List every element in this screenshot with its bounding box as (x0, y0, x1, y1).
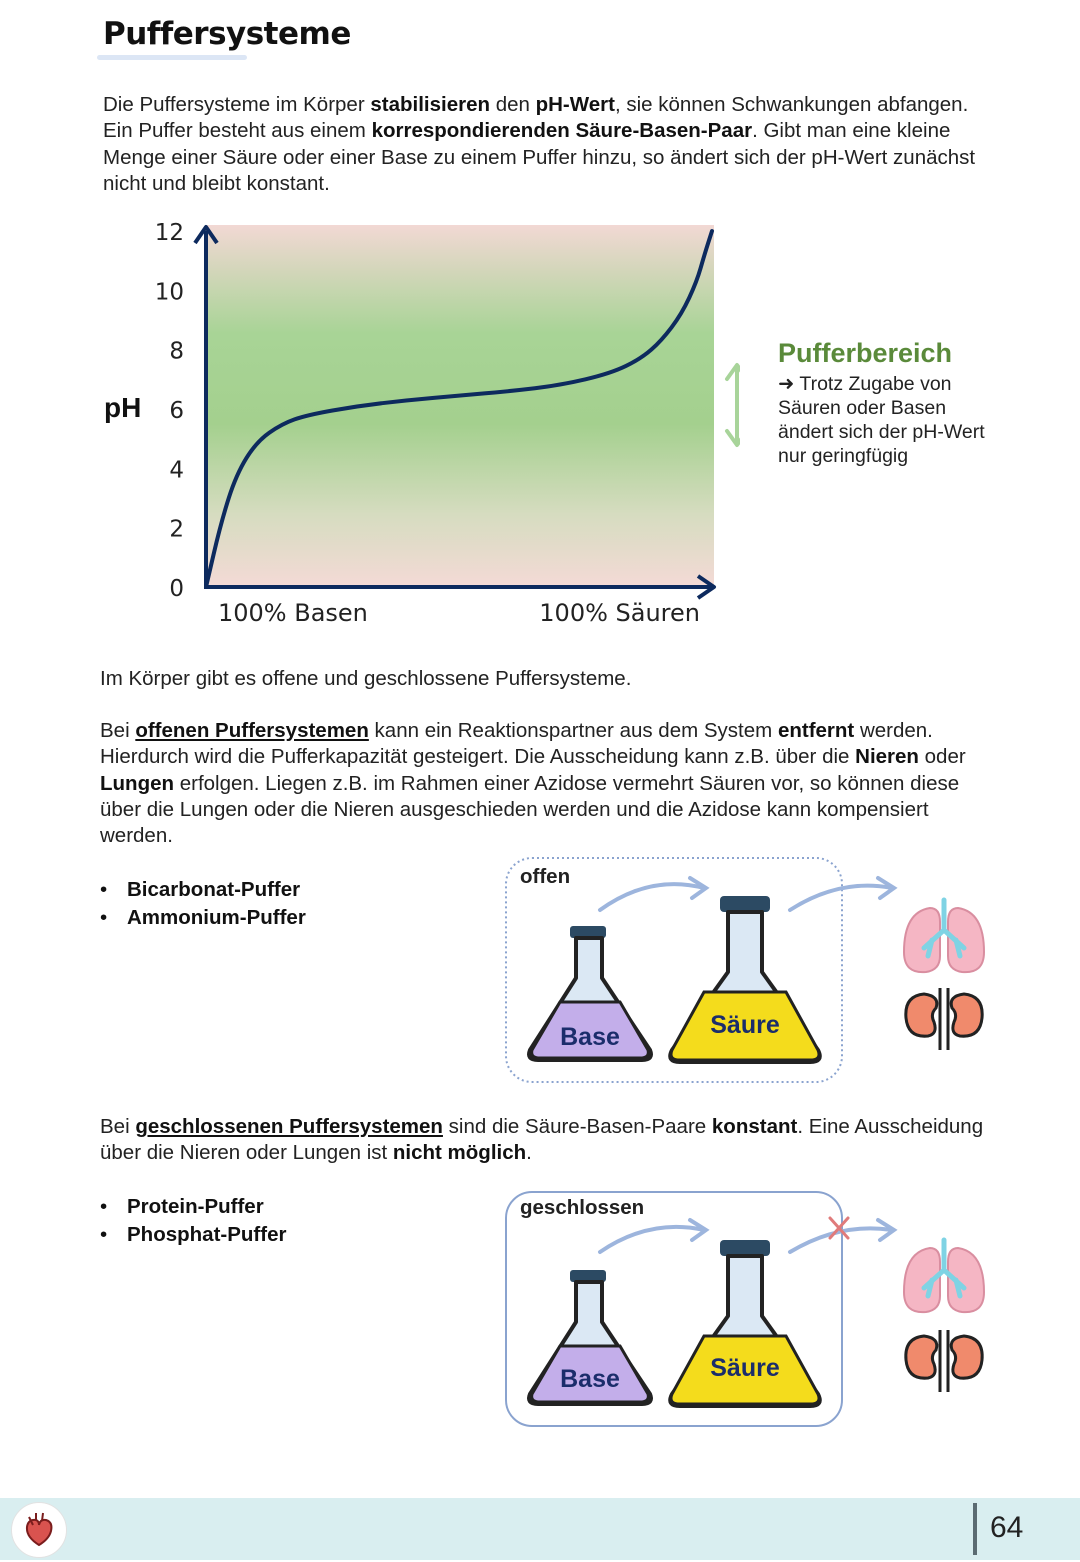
closed-buffer-list (100, 1193, 286, 1248)
kidneys-icon (906, 988, 982, 1050)
x-left-label: 100% Basen (218, 599, 368, 627)
list-item: • Bicarbonat-Puffer (100, 876, 306, 904)
acid-flask (670, 896, 820, 1062)
blocked-x-icon (830, 1218, 848, 1238)
open-buffer-list (100, 876, 306, 931)
closed-buffer-paragraph: Bei geschlossenen Puffersystemen sind die Säure-Basen-Paare konstant. Eine Ausscheidung über die Nieren oder Lungen ist nicht möglich. (100, 1115, 984, 1165)
base-flask (529, 1270, 651, 1404)
y-tick-label: 8 (169, 338, 184, 365)
acid-label: Säure (710, 1011, 780, 1039)
y-tick-label: 6 (169, 398, 184, 424)
heart-icon (12, 1503, 66, 1557)
y-tick-label: 10 (154, 279, 184, 306)
buffer-range-text: ➜ Trotz Zugabe von Säuren oder Basen ändert sich der pH-Wert nur geringfügig (778, 373, 985, 467)
list-item: • Protein-Puffer (100, 1193, 286, 1221)
base-label: Base (560, 1023, 620, 1051)
acid-flask (670, 1240, 820, 1406)
flow-arrow-1 (600, 1220, 706, 1252)
list-item: • Ammonium-Puffer (100, 904, 306, 932)
y-tick-label: 4 (169, 457, 184, 484)
page-footer (0, 1498, 1080, 1560)
paragraph-buffer-types: Im Körper gibt es offene und geschlossene Puffersysteme. (100, 667, 632, 690)
base-flask (529, 926, 651, 1060)
flow-arrow-1 (600, 878, 706, 910)
y-tick-label: 12 (154, 220, 184, 246)
x-right-label: 100% Säuren (539, 599, 700, 627)
page-title: Puffersysteme (103, 16, 351, 52)
buffer-range-title: Pufferbereich (778, 338, 953, 368)
closed-system-diagram (500, 1186, 1000, 1436)
lungs-icon (904, 1240, 984, 1312)
page-number: 64 (990, 1511, 1024, 1544)
list-item: • Phosphat-Puffer (100, 1221, 286, 1249)
intro-paragraph: Die Puffersysteme im Körper stabilisieren den pH-Wert, sie können Schwankungen abfangen. Ein Puffer besteht aus einem korrespondierenden Säure-Basen-Paar. Gibt man eine kleine Menge einer Säure oder einer Base zu einem Puffer hinzu, so ändert sich der pH-Wert zunächst nicht und bleibt konstant. (103, 93, 976, 195)
heart-logo (11, 1502, 67, 1558)
open-system-diagram (500, 852, 1000, 1092)
y-tick-label: 2 (169, 516, 184, 543)
chart-background (206, 225, 714, 587)
open-buffer-paragraph: Bei offenen Puffersystemen kann ein Reaktionspartner aus dem System entfernt werden. Hierdurch wird die Pufferkapazität gesteigert. Die Ausscheidung kann z.B. über die Nieren oder Lungen erfolgen. Liegen z.B. im Rahmen einer Azidose vermehrt Säuren vor, so können diese über die Lungen oder die Nieren ausgeschieden werden und die Azidose kann kompensiert werden. (100, 719, 966, 848)
y-axis-label: pH (104, 392, 142, 423)
y-tick-label: 0 (169, 576, 184, 602)
y-tick-labels (155, 220, 184, 602)
open-system-label: offen (520, 865, 571, 888)
acid-label: Säure (710, 1354, 780, 1382)
lungs-icon (904, 900, 984, 972)
buffer-range-double-arrow (727, 365, 740, 445)
ph-buffer-chart (90, 215, 740, 635)
title-underline (97, 55, 247, 60)
closed-system-label: geschlossen (520, 1196, 645, 1219)
base-label: Base (560, 1365, 620, 1393)
page-number-divider (973, 1503, 977, 1555)
kidneys-icon (906, 1330, 982, 1392)
